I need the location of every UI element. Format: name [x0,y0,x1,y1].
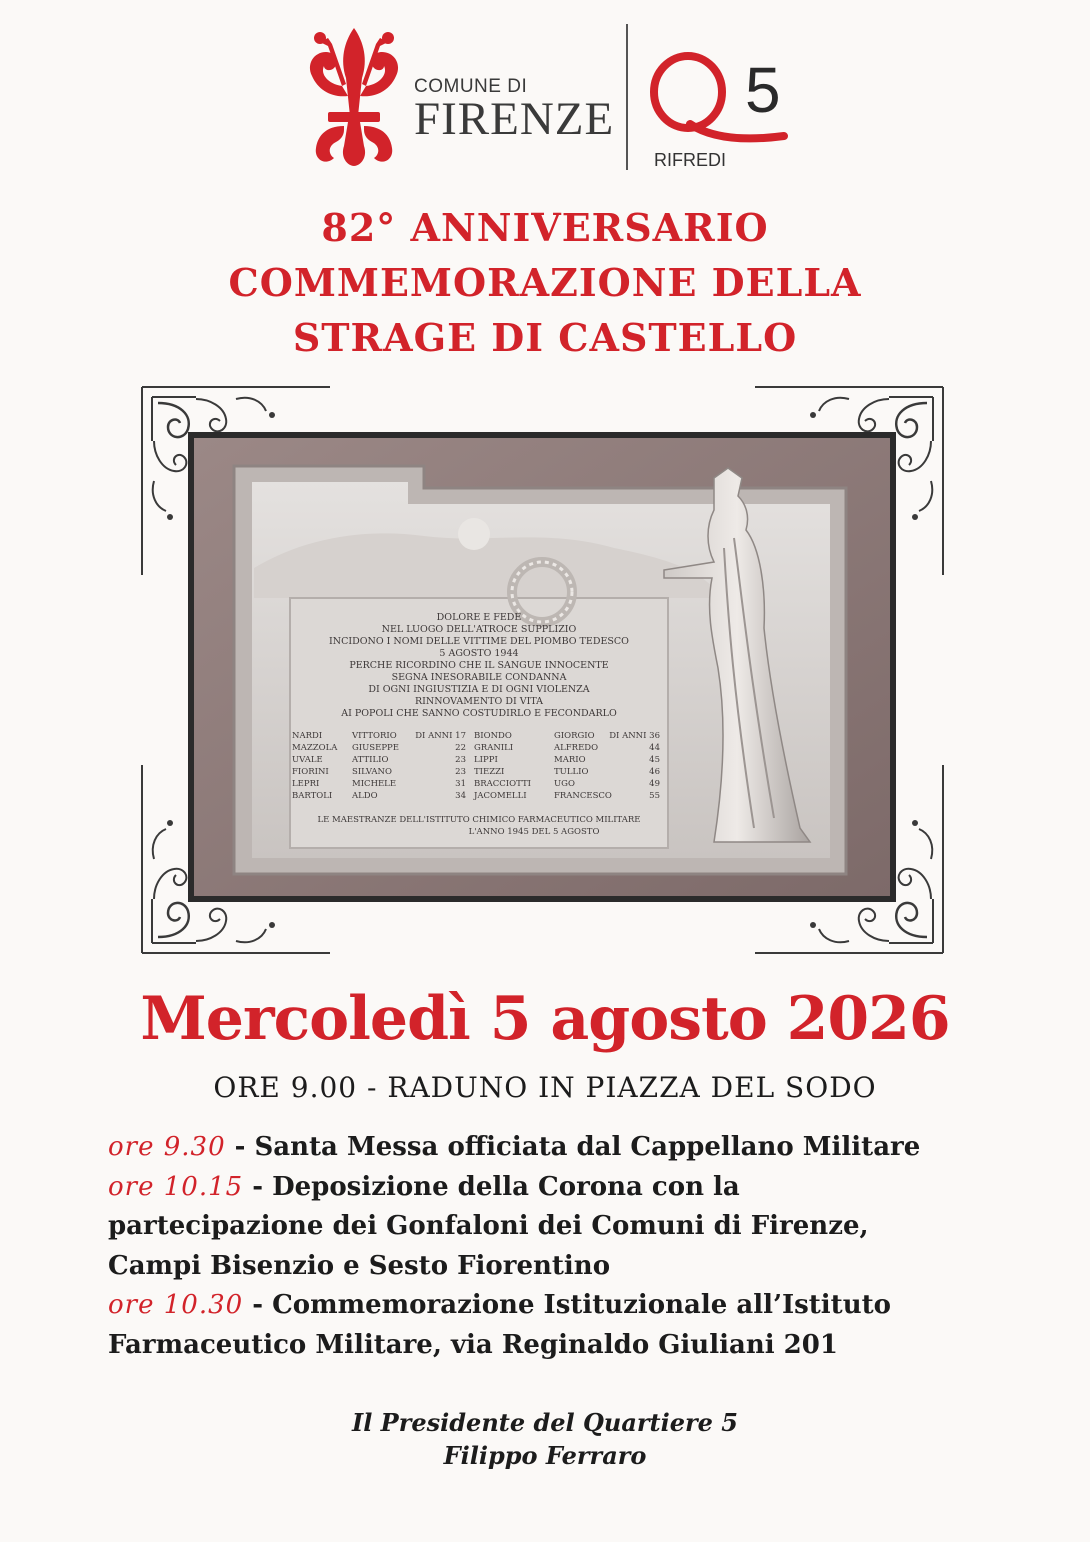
plaque-inscription-line: PERCHE RICORDINO CHE IL SANGUE INNOCENTE [349,660,609,671]
plaque-inscription-line: AI POPOLI CHE SANNO COSTUDIRLO E FECONDARLO [341,708,617,719]
event-title [0,200,1090,365]
plaque-victim-surname: GRANILI [474,743,514,753]
program-line [108,1168,1008,1208]
gathering-line: ORE 9.00 - RADUNO IN PIAZZA DEL SODO [213,1071,877,1104]
title-line-1: 82° ANNIVERSARIO [321,205,769,250]
signature-block [0,1406,1090,1472]
plaque-victim-age: 31 [455,779,466,789]
plaque-victim-name: VITTORIO [352,731,397,741]
program-time: ore 10.15 [108,1171,244,1202]
plaque-victim-surname: BARTOLI [292,791,333,801]
plaque-inscription-line: SEGNA INESORABILE CONDANNA [391,672,567,683]
title-line-2: COMMEMORAZIONE DELLA [228,260,862,305]
plaque-victim-age: 23 [455,767,466,777]
program-text: - Santa Messa officiata dal Cappellano Militare [225,1132,921,1162]
program-line [108,1207,1008,1247]
plaque-footer-line: LE MAESTRANZE DELL'ISTITUTO CHIMICO FARMACEUTICO MILITARE [317,815,641,825]
plaque-victim-age: DI ANNI 17 [415,731,466,741]
plaque-victim-surname: LIPPI [474,755,498,765]
plaque-inscription-line: RINNOVAMENTO DI VITA [414,696,544,707]
plaque-victim-age: 44 [649,743,660,753]
quartiere-name: RIFREDI [654,150,726,170]
plaque-victim-age: 22 [455,743,466,753]
plaque-victim-name: MICHELE [352,779,397,789]
plaque-victim-name: UGO [554,779,575,789]
plaque-footer-line: L'ANNO 1945 DEL 5 AGOSTO [468,827,600,837]
plaque-victim-name: TULLIO [554,767,589,777]
plaque-victim-name: ALDO [352,791,378,801]
signature-role: Il Presidente del Quartiere 5 [351,1408,738,1437]
plaque-victim-surname: JACOMELLI [474,791,527,801]
plaque-inscription-line: DI OGNI INGIUSTIZIA E DI OGNI VIOLENZA [368,684,590,695]
plaque-inscription-line: NEL LUOGO DELL'ATROCE SUPPLIZIO [381,624,577,635]
title-line-3: STRAGE DI CASTELLO [292,315,798,360]
program-line [108,1128,1008,1168]
memorial-plaque-photo [188,432,896,902]
plaque-inscription-line: INCIDONO I NOMI DELLE VITTIME DEL PIOMBO TEDESCO [329,636,629,647]
plaque-victim-age: 45 [649,755,660,765]
program-text: Campi Bisenzio e Sesto Fiorentino [108,1250,611,1281]
plaque-victim-name: GIUSEPPE [352,743,399,753]
plaque-victim-name: ALFREDO [554,743,599,753]
plaque-victim-name: MARIO [554,755,586,765]
program-text: - Commemorazione Istituzionale all’Istituto [243,1290,891,1320]
program-line [108,1286,1008,1326]
program-line [108,1326,1008,1366]
plaque-victim-name: ATTILIO [352,755,389,765]
plaque-victim-age: 55 [649,791,660,801]
program-text: partecipazione dei Gonfaloni dei Comuni di Firenze, [108,1211,869,1241]
plaque-victim-surname: FIORINI [292,767,329,777]
program-text: Farmaceutico Militare, via Reginaldo Giuliani 201 [108,1329,838,1360]
logo-divider [626,24,628,170]
program-time: ore 9.30 [108,1132,226,1162]
plaque-victim-name: GIORGIO [554,731,595,741]
program-time: ore 10.30 [108,1290,244,1320]
plaque-victim-surname: BIONDO [474,731,512,741]
quartiere-number: 5 [745,54,781,126]
comune-logotype [414,76,615,145]
plaque-victim-surname: TIEZZI [474,767,505,777]
event-date: Mercoledì 5 agosto 2026 [140,984,950,1054]
event-program [108,1128,1008,1365]
plaque-inscription-line: 5 AGOSTO 1944 [439,648,519,659]
plaque-victim-age: 49 [649,779,660,789]
firenze-label: FIRENZE [414,93,615,145]
plaque-victim-surname: BRACCIOTTI [474,779,531,789]
plaque-victim-age: 34 [455,791,466,801]
plaque-victim-surname: LEPRI [292,779,320,789]
plaque-victim-age: DI ANNI 36 [609,731,660,741]
comune-di-label: COMUNE DI [414,76,528,97]
program-text: - Deposizione della Corona con la [243,1171,740,1202]
plaque-victim-age: 23 [455,755,466,765]
plaque-inscription-line: DOLORE E FEDE [436,612,522,623]
plaque-victim-name: SILVANO [352,767,392,777]
plaque-victim-surname: NARDI [292,731,323,741]
program-line [108,1247,1008,1287]
florentine-lily-icon [298,26,410,168]
signature-name: Filippo Ferraro [443,1441,647,1470]
plaque-victim-age: 46 [649,767,660,777]
plaque-victim-name: FRANCESCO [554,791,612,801]
plaque-victim-surname: MAZZOLA [292,743,338,753]
plaque-victim-surname: UVALE [292,755,323,765]
